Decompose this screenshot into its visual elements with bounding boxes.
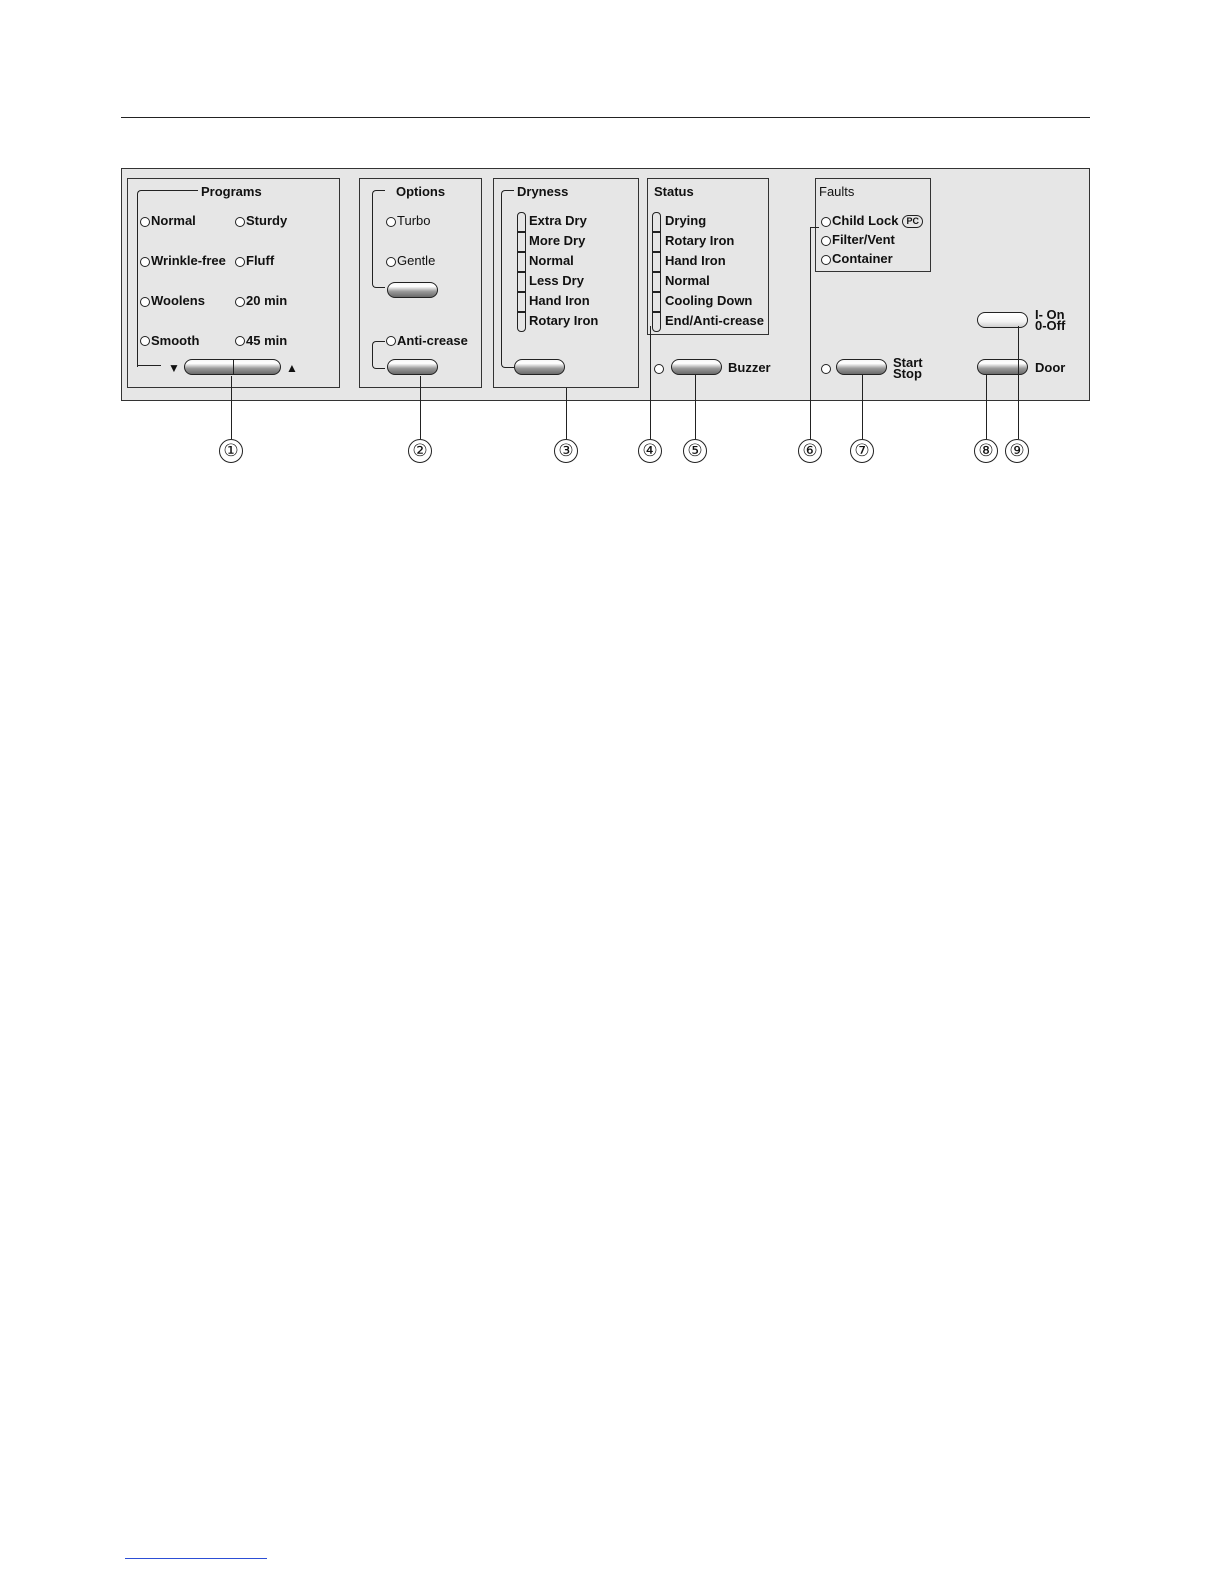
dryness-level-extra-dry: Extra Dry xyxy=(529,213,587,228)
stop-label: Stop xyxy=(893,366,922,381)
leader-line-8 xyxy=(986,374,987,439)
dryness-segment-1 xyxy=(517,212,526,232)
program-up-arrow-icon: ▲ xyxy=(286,361,298,375)
leader-line-5 xyxy=(695,374,696,439)
start-label: Start xyxy=(893,355,923,370)
dryness-segment-2 xyxy=(517,232,526,252)
status-segment-2 xyxy=(652,232,661,252)
callout-7: ⑦ xyxy=(850,439,874,463)
door-button[interactable] xyxy=(977,359,1028,375)
leader-line-2 xyxy=(420,376,421,439)
callout-6: ⑥ xyxy=(798,439,822,463)
dryness-level-normal: Normal xyxy=(529,253,574,268)
options-title: Options xyxy=(396,184,446,199)
buzzer-led xyxy=(654,364,664,374)
power-on-label: I- On xyxy=(1035,307,1065,322)
fault-label-child-lock xyxy=(832,214,923,228)
callout-9: ⑨ xyxy=(1005,439,1029,463)
options-button[interactable] xyxy=(387,282,438,298)
program-led-20-min xyxy=(235,297,245,307)
callout-2: ② xyxy=(408,439,432,463)
dryness-level-rotary-iron: Rotary Iron xyxy=(529,313,599,328)
leader-line-7 xyxy=(862,374,863,439)
options-group xyxy=(359,178,482,388)
fault-led-child-lock xyxy=(821,217,831,227)
program-label-normal: Normal xyxy=(151,213,196,228)
dryness-group xyxy=(493,178,639,388)
callout-1: ① xyxy=(219,439,243,463)
start-stop-button[interactable] xyxy=(836,359,887,375)
anticrease-button[interactable] xyxy=(387,359,438,375)
faults-group xyxy=(815,178,931,272)
callout-8: ⑧ xyxy=(974,439,998,463)
program-led-wrinkle-free xyxy=(140,257,150,267)
status-stage-cooling-down: Cooling Down xyxy=(665,293,753,308)
callout-3: ③ xyxy=(554,439,578,463)
status-stage-rotary-iron: Rotary Iron xyxy=(665,233,735,248)
anticrease-led xyxy=(386,336,396,346)
leader-line-3 xyxy=(566,388,567,439)
dryness-title: Dryness xyxy=(517,184,569,199)
leader-line-9 xyxy=(1018,326,1019,439)
fault-text-child-lock: Child Lock xyxy=(832,213,899,228)
leader-line-4 xyxy=(650,326,651,439)
program-label-sturdy: Sturdy xyxy=(246,213,288,228)
program-led-fluff xyxy=(235,257,245,267)
footer-link-underline xyxy=(125,1558,267,1559)
status-title: Status xyxy=(654,184,694,199)
program-led-smooth xyxy=(140,336,150,346)
callout-5: ⑤ xyxy=(683,439,707,463)
status-segment-6 xyxy=(652,312,661,332)
anticrease-label: Anti-crease xyxy=(397,333,468,348)
dryness-segment-4 xyxy=(517,272,526,292)
dryness-segment-3 xyxy=(517,252,526,272)
program-label-45-min: 45 min xyxy=(246,333,288,348)
programs-group xyxy=(127,178,340,388)
dryer-control-panel xyxy=(121,168,1090,401)
options-bracket xyxy=(372,190,385,288)
programs-title: Programs xyxy=(201,184,262,199)
program-label-smooth: Smooth xyxy=(151,333,200,348)
start-stop-led xyxy=(821,364,831,374)
callout-4: ④ xyxy=(638,439,662,463)
faults-title: Faults xyxy=(819,184,855,199)
status-segment-1 xyxy=(652,212,661,232)
program-led-45-min xyxy=(235,336,245,346)
program-label-woolens: Woolens xyxy=(151,293,205,308)
program-label-wrinkle-free: Wrinkle-free xyxy=(151,253,226,268)
leader-line-1 xyxy=(231,376,232,439)
status-segment-4 xyxy=(652,272,661,292)
status-stage-drying: Drying xyxy=(665,213,707,228)
fault-label-container: Container xyxy=(832,251,893,266)
option-led-gentle xyxy=(386,257,396,267)
status-stage-normal: Normal xyxy=(665,273,710,288)
programs-bracket-bottom xyxy=(137,365,161,366)
program-label-20-min: 20 min xyxy=(246,293,288,308)
fault-led-filter-vent xyxy=(821,236,831,246)
dryness-level-less-dry: Less Dry xyxy=(529,273,584,288)
leader-line-6-tick xyxy=(810,227,819,228)
dryness-segment-6 xyxy=(517,312,526,332)
program-up-button[interactable] xyxy=(233,359,281,375)
program-down-button[interactable] xyxy=(184,359,234,375)
buzzer-label: Buzzer xyxy=(728,360,771,375)
dryness-segment-5 xyxy=(517,292,526,312)
status-stage-hand-iron: Hand Iron xyxy=(665,253,726,268)
dryness-bracket xyxy=(501,190,514,368)
power-button[interactable] xyxy=(977,312,1028,328)
program-led-woolens xyxy=(140,297,150,307)
option-led-turbo xyxy=(386,217,396,227)
buzzer-button[interactable] xyxy=(671,359,722,375)
option-label-gentle: Gentle xyxy=(397,253,436,268)
dryness-button[interactable] xyxy=(514,359,565,375)
status-segment-3 xyxy=(652,252,661,272)
program-led-normal xyxy=(140,217,150,227)
fault-label-filter-vent: Filter/Vent xyxy=(832,232,895,247)
program-led-sturdy xyxy=(235,217,245,227)
anticrease-bracket xyxy=(372,341,385,369)
header-rule xyxy=(121,117,1090,118)
pc-badge-icon: PC xyxy=(902,215,923,228)
dryness-level-more-dry: More Dry xyxy=(529,233,586,248)
dryness-level-hand-iron: Hand Iron xyxy=(529,293,590,308)
program-label-fluff: Fluff xyxy=(246,253,275,268)
status-segment-5 xyxy=(652,292,661,312)
leader-line-6 xyxy=(810,228,811,439)
power-off-label: 0-Off xyxy=(1035,318,1066,333)
program-down-arrow-icon: ▼ xyxy=(168,361,180,375)
door-label: Door xyxy=(1035,360,1066,375)
fault-led-container xyxy=(821,255,831,265)
status-stage-end-anticrease: End/Anti-crease xyxy=(665,313,764,328)
status-group xyxy=(647,178,769,335)
option-label-turbo: Turbo xyxy=(397,213,431,228)
